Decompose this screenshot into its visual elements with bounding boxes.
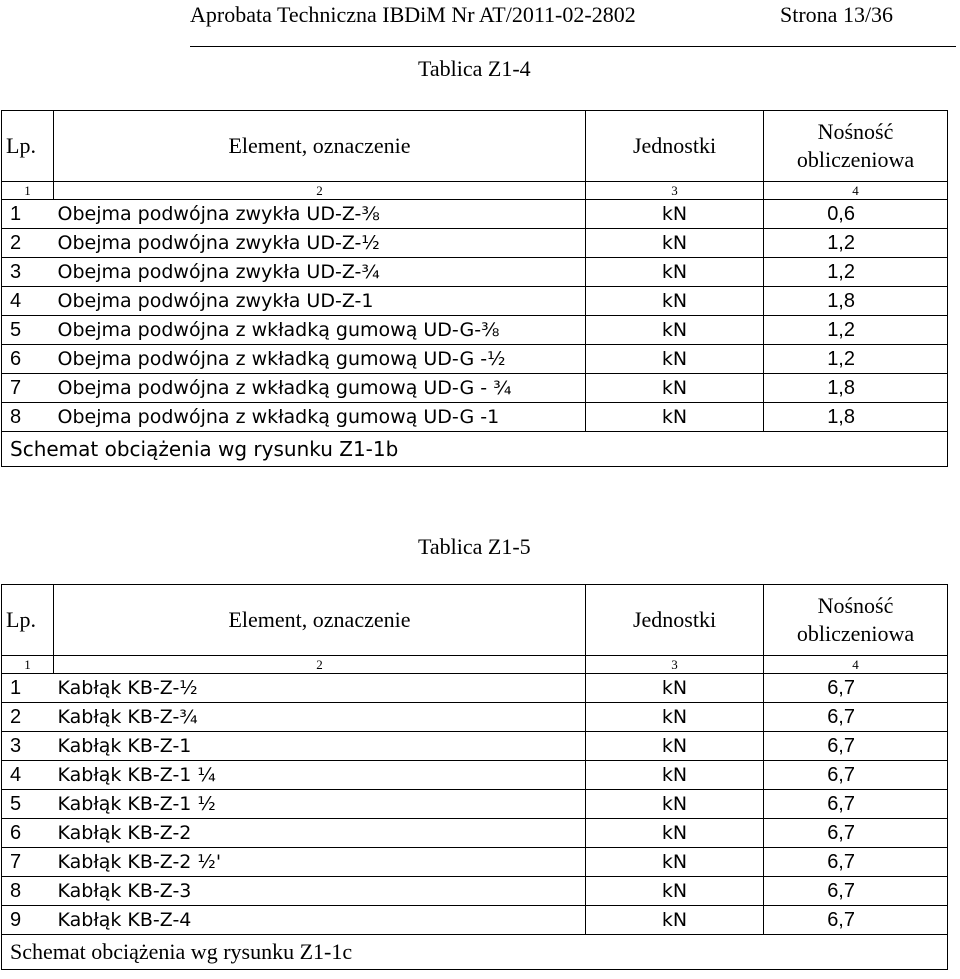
capacity-value: 1,2 [764,258,948,287]
column-number-row [2,656,948,674]
capacity-value: 6,7 [764,790,948,819]
element-name: Obejma podwójna zwykła UD-Z-1 [54,287,586,316]
column-header-capacity-text: Nośność obliczeniowa [796,119,915,172]
table-row [2,848,948,877]
header-divider [190,46,956,47]
element-name: Obejma podwójna z wkładką gumową UD-G - ¾ [54,374,586,403]
element-name: Kabłąk KB-Z-2 [54,819,586,848]
table-row [2,790,948,819]
column-number: 4 [764,182,948,200]
unit: kN [586,703,764,732]
capacity-value: 1,8 [764,287,948,316]
row-number: 8 [2,403,54,432]
column-header-capacity-text: Nośność obliczeniowa [796,593,915,646]
element-name: Obejma podwójna zwykła UD-Z-⅜ [54,200,586,229]
table-row [2,877,948,906]
column-number: 1 [2,656,54,674]
table-header-row [2,585,948,656]
load-scheme-note: Schemat obciążenia wg rysunku Z1-1b [2,432,948,467]
capacity-value: 1,2 [764,316,948,345]
element-name: Obejma podwójna z wkładką gumową UD-G -1 [54,403,586,432]
table-row [2,819,948,848]
unit: kN [586,200,764,229]
unit: kN [586,877,764,906]
unit: kN [586,790,764,819]
table-row [2,703,948,732]
element-name: Kabłąk KB-Z-¾ [54,703,586,732]
row-number: 6 [2,345,54,374]
capacity-value: 6,7 [764,819,948,848]
unit: kN [586,403,764,432]
column-number: 1 [2,182,54,200]
element-name: Kabłąk KB-Z-1 [54,732,586,761]
capacity-value: 6,7 [764,848,948,877]
element-name: Kabłąk KB-Z-3 [54,877,586,906]
table-footer-row [2,935,948,970]
row-number: 5 [2,790,54,819]
row-number: 3 [2,732,54,761]
row-number: 8 [2,877,54,906]
table-z1-4 [1,110,948,467]
load-scheme-note: Schemat obciążenia wg rysunku Z1-1c [2,935,948,970]
table-row [2,258,948,287]
column-number: 2 [54,656,586,674]
element-name: Obejma podwójna z wkładką gumową UD-G-⅜ [54,316,586,345]
column-number: 3 [586,656,764,674]
table-row [2,403,948,432]
column-header-capacity [764,111,948,182]
column-header-element: Element, oznaczenie [54,585,586,656]
row-number: 2 [2,703,54,732]
table-row [2,200,948,229]
row-number: 7 [2,374,54,403]
row-number: 1 [2,200,54,229]
row-number: 1 [2,674,54,703]
table-z1-5 [1,584,948,970]
capacity-value: 6,7 [764,674,948,703]
unit: kN [586,229,764,258]
row-number: 3 [2,258,54,287]
capacity-value: 6,7 [764,906,948,935]
column-number: 3 [586,182,764,200]
table-footer-row [2,432,948,467]
unit: kN [586,345,764,374]
table2-caption: Tablica Z1-5 [418,534,531,559]
capacity-value: 6,7 [764,703,948,732]
unit: kN [586,287,764,316]
column-number: 4 [764,656,948,674]
element-name: Obejma podwójna zwykła UD-Z-¾ [54,258,586,287]
element-name: Kabłąk KB-Z-2 ½' [54,848,586,877]
table-row [2,374,948,403]
capacity-value: 6,7 [764,761,948,790]
row-number: 7 [2,848,54,877]
capacity-value: 1,2 [764,345,948,374]
table-row [2,906,948,935]
capacity-value: 1,8 [764,374,948,403]
table-row [2,732,948,761]
element-name: Obejma podwójna zwykła UD-Z-½ [54,229,586,258]
element-name: Kabłąk KB-Z-1 ½ [54,790,586,819]
unit: kN [586,316,764,345]
column-header-units: Jednostki [586,111,764,182]
page-number: Strona 13/36 [780,2,894,27]
column-header-capacity [764,585,948,656]
unit: kN [586,732,764,761]
table-row [2,229,948,258]
capacity-value: 1,8 [764,403,948,432]
unit: kN [586,761,764,790]
capacity-value: 1,2 [764,229,948,258]
row-number: 9 [2,906,54,935]
unit: kN [586,848,764,877]
table1-caption: Tablica Z1-4 [418,56,531,81]
row-number: 5 [2,316,54,345]
column-header-units: Jednostki [586,585,764,656]
unit: kN [586,819,764,848]
element-name: Obejma podwójna z wkładką gumową UD-G -½ [54,345,586,374]
column-number: 2 [54,182,586,200]
row-number: 4 [2,287,54,316]
unit: kN [586,674,764,703]
page-header [0,0,960,56]
row-number: 6 [2,819,54,848]
column-header-lp: Lp. [2,111,54,182]
capacity-value: 6,7 [764,732,948,761]
column-header-element: Element, oznaczenie [54,111,586,182]
column-number-row [2,182,948,200]
table-row [2,761,948,790]
row-number: 2 [2,229,54,258]
column-header-lp: Lp. [2,585,54,656]
unit: kN [586,374,764,403]
unit: kN [586,258,764,287]
capacity-value: 0,6 [764,200,948,229]
element-name: Kabłąk KB-Z-4 [54,906,586,935]
table-row [2,287,948,316]
element-name: Kabłąk KB-Z-1 ¼ [54,761,586,790]
table-row [2,345,948,374]
row-number: 4 [2,761,54,790]
element-name: Kabłąk KB-Z-½ [54,674,586,703]
document-title: Aprobata Techniczna IBDiM Nr AT/2011-02-2802 [190,2,636,27]
unit: kN [586,906,764,935]
table-row [2,316,948,345]
table-row [2,674,948,703]
table-header-row [2,111,948,182]
capacity-value: 6,7 [764,877,948,906]
